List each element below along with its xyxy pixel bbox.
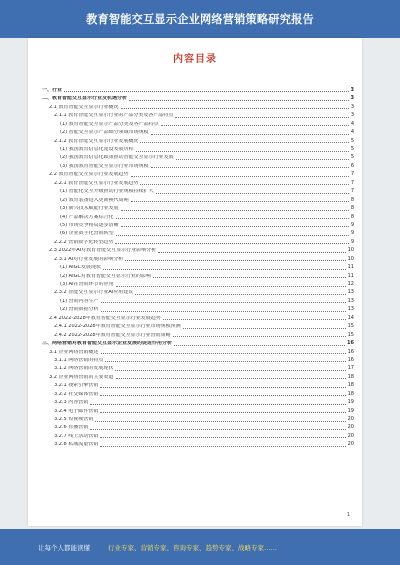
toc-entry[interactable] bbox=[42, 85, 354, 93]
toc-entry-page: 5 bbox=[350, 137, 354, 144]
toc-entry-text: (3) AI在营销环节的应用 bbox=[60, 282, 114, 287]
toc-entry-page: 3 bbox=[350, 86, 354, 93]
toc-entry[interactable] bbox=[42, 380, 354, 388]
toc-leader-dots bbox=[151, 166, 349, 168]
toc-entry-text: 3.2.1 搜索引擎营销 bbox=[54, 383, 99, 389]
toc-leader-dots bbox=[131, 200, 349, 202]
toc-entry[interactable] bbox=[42, 304, 354, 312]
toc-entry-page: 18 bbox=[347, 373, 354, 380]
toc-entry-page: 13 bbox=[347, 297, 354, 304]
toc-entry-page: 12 bbox=[347, 281, 354, 287]
toc-entry-text: 2.4 2022-2028年教育智能交互显示行业发展趋势 bbox=[49, 315, 161, 321]
toc-entry-page: 20 bbox=[347, 432, 354, 439]
toc-title: 内容目录 bbox=[173, 54, 217, 65]
toc-entry-text: 3.2.4 电子邮件营销 bbox=[54, 408, 99, 414]
toc-entry-text: (1) 智能化交互升级推动行业规模持续扩大 bbox=[60, 189, 154, 195]
toc-entry[interactable] bbox=[42, 186, 354, 194]
toc-leader-dots bbox=[156, 192, 349, 194]
toc-entry-page: 16 bbox=[347, 356, 354, 363]
toc-entry-page: 14 bbox=[347, 314, 354, 321]
toc-entry[interactable] bbox=[42, 313, 354, 321]
toc-entry-page: 8 bbox=[350, 196, 354, 203]
toc-entry[interactable] bbox=[42, 431, 354, 439]
footer-slogan: 让每个人都能读懂 bbox=[38, 543, 90, 552]
toc-entry-page: 13 bbox=[347, 306, 354, 313]
toc-entry-page: 11 bbox=[347, 272, 354, 279]
toc-entry[interactable] bbox=[42, 296, 354, 304]
toc-entry-text: (3) 新兴技术赋能行业发展 bbox=[60, 206, 119, 212]
toc-entry-text: (1) 我国教育信息化建设发展历程 bbox=[60, 147, 134, 152]
toc-entry-text: 2.1 教育智能交互显示行业概况 bbox=[49, 104, 119, 110]
toc-entry-page: 10 bbox=[347, 247, 354, 254]
table-of-contents bbox=[42, 85, 354, 448]
toc-leader-dots bbox=[116, 217, 349, 219]
toc-entry-text: 3.2.7 线上活动营销 bbox=[54, 433, 99, 439]
toc-entry[interactable] bbox=[42, 153, 354, 161]
toc-leader-dots bbox=[115, 242, 348, 244]
toc-entry-text: (5) 市场竞争格局逐步清晰 bbox=[60, 222, 119, 228]
toc-leader-dots bbox=[121, 209, 349, 211]
toc-leader-dots bbox=[90, 403, 345, 405]
toc-leader-dots bbox=[129, 99, 349, 101]
toc-entry-page: 6 bbox=[350, 162, 354, 169]
toc-entry-text: 2.2.2 营销数字化转型趋势 bbox=[54, 239, 114, 245]
toc-entry[interactable] bbox=[42, 228, 354, 236]
toc-entry-page: 7 bbox=[350, 171, 354, 178]
toc-entry-text: 2.3 2022年AI对教育智能交互显示行业影响分析 bbox=[49, 248, 157, 254]
toc-entry-text: (2) 智能交互显示产品细分领域市场规模 bbox=[60, 130, 149, 136]
toc-entry[interactable] bbox=[42, 397, 354, 405]
toc-entry-text: (2) AIGC对教育智能交互显示行业的影响 bbox=[60, 273, 151, 279]
toc-leader-dots bbox=[100, 436, 345, 438]
footer-services: 行业专家、营销专家、咨询专家、趋势专家、战略专家…… bbox=[108, 543, 277, 552]
toc-leader-dots bbox=[161, 124, 349, 126]
report-footer bbox=[0, 529, 400, 565]
toc-entry-text: (6) 企业数字化营销转型 bbox=[60, 231, 114, 237]
toc-entry[interactable] bbox=[42, 220, 354, 228]
toc-leader-dots bbox=[100, 411, 345, 413]
toc-entry-text: 3.2.8 私域流量营销 bbox=[54, 442, 99, 448]
toc-entry-text: (2) 我国教育信息化政策推动智能交互显示行业发展 bbox=[60, 155, 174, 161]
toc-entry[interactable] bbox=[42, 288, 354, 296]
toc-entry[interactable] bbox=[42, 347, 354, 355]
toc-leader-dots bbox=[175, 116, 348, 118]
toc-entry[interactable] bbox=[42, 279, 354, 287]
toc-leader-dots bbox=[116, 377, 346, 379]
toc-entry-text: (2) 营销数据分析 bbox=[60, 307, 99, 313]
toc-entry-text: 2.1.2 教育智能交互显示行业发展概况 bbox=[54, 138, 139, 144]
toc-entry-page: 7 bbox=[350, 188, 354, 195]
toc-entry-page: 8 bbox=[350, 205, 354, 212]
toc-entry[interactable] bbox=[42, 178, 354, 186]
toc-entry[interactable] bbox=[42, 338, 354, 346]
toc-entry-text: 3.1.2 网络营销的发展现状 bbox=[54, 366, 114, 372]
toc-entry-text: 二、教育智能交互显示行业及机遇分析 bbox=[42, 96, 128, 102]
toc-entry[interactable] bbox=[42, 330, 354, 338]
toc-entry[interactable] bbox=[42, 254, 354, 262]
toc-entry-text: 3.2.5 短视频营销 bbox=[54, 417, 94, 422]
toc-entry[interactable] bbox=[42, 237, 354, 245]
toc-entry-text: (1) AIGC发展现状 bbox=[60, 265, 101, 271]
toc-entry-page: 11 bbox=[347, 264, 354, 271]
toc-entry-text: 2.4.1 2022-2028年教育智能交互显示行业市场规模预测 bbox=[54, 324, 181, 330]
toc-leader-dots bbox=[100, 386, 345, 388]
toc-entry-text: (4) 产品解决方案综合化 bbox=[60, 214, 114, 220]
toc-leader-dots bbox=[183, 327, 346, 329]
toc-leader-dots bbox=[95, 420, 345, 422]
toc-entry[interactable] bbox=[42, 144, 354, 152]
report-header bbox=[0, 0, 400, 38]
toc-entry[interactable] bbox=[42, 355, 354, 363]
toc-entry-page: 20 bbox=[347, 441, 354, 448]
toc-entry-page: 5 bbox=[350, 154, 354, 161]
toc-entry[interactable] bbox=[42, 136, 354, 144]
toc-entry-page: 15 bbox=[347, 323, 354, 330]
toc-leader-dots bbox=[116, 285, 346, 287]
toc-entry-page: 13 bbox=[347, 289, 354, 296]
toc-leader-dots bbox=[158, 251, 345, 253]
toc-entry-text: (2) 教育装备进入更新换代周期 bbox=[60, 197, 129, 203]
toc-entry[interactable] bbox=[42, 389, 354, 397]
toc-leader-dots bbox=[64, 90, 349, 92]
toc-entry-text: 2.1.1 教育智能交互显示行业的产品分类及各产品特点 bbox=[54, 113, 174, 119]
toc-leader-dots bbox=[125, 259, 345, 261]
toc-entry-page: 5 bbox=[350, 146, 354, 152]
toc-entry-text: 一、行业 bbox=[42, 87, 63, 93]
toc-leader-dots bbox=[163, 318, 346, 320]
toc-entry[interactable] bbox=[42, 212, 354, 220]
toc-entry-page: 3 bbox=[350, 103, 354, 110]
toc-entry-text: 3.2.2 社交媒体营销 bbox=[54, 391, 99, 397]
toc-leader-dots bbox=[116, 234, 349, 236]
toc-entry-page: 8 bbox=[350, 213, 354, 220]
toc-entry-text: 3.2 企业网络营销的主要渠道 bbox=[49, 374, 114, 380]
toc-entry-text: 2.2.1 教育智能交互显示行业发展趋势 bbox=[54, 180, 139, 186]
toc-entry-page: 16 bbox=[347, 340, 354, 347]
toc-entry-text: 3.1 企业网络营销概述 bbox=[49, 349, 99, 355]
toc-entry-page: 18 bbox=[347, 390, 354, 397]
toc-leader-dots bbox=[105, 360, 345, 362]
toc-leader-dots bbox=[100, 394, 345, 396]
page-number: 1 bbox=[346, 512, 350, 518]
toc-leader-dots bbox=[174, 344, 345, 346]
document-page bbox=[28, 38, 362, 526]
toc-entry-text: (1) 教育智能交互显示产品分类及各产品特点 bbox=[60, 121, 159, 127]
toc-leader-dots bbox=[103, 268, 346, 270]
toc-entry-page: 9 bbox=[350, 238, 354, 245]
toc-leader-dots bbox=[135, 293, 345, 295]
toc-entry-text: 2.3.1 AI对行业发展的影响分析 bbox=[54, 256, 124, 262]
toc-entry[interactable] bbox=[42, 119, 354, 127]
toc-entry-page: 4 bbox=[350, 120, 354, 127]
toc-entry-page: 7 bbox=[350, 179, 354, 186]
toc-entry[interactable] bbox=[42, 102, 354, 110]
toc-entry-page: 9 bbox=[350, 221, 354, 228]
toc-entry-page: 3 bbox=[350, 112, 354, 119]
toc-leader-dots bbox=[101, 352, 346, 354]
toc-entry[interactable] bbox=[42, 414, 354, 422]
toc-leader-dots bbox=[121, 107, 349, 109]
toc-leader-dots bbox=[121, 225, 349, 227]
toc-entry[interactable] bbox=[42, 93, 354, 101]
toc-entry[interactable] bbox=[42, 245, 354, 253]
toc-leader-dots bbox=[101, 310, 346, 312]
report-title: 教育智能交互显示企业网络营销策略研究报告 bbox=[86, 13, 314, 26]
toc-entry-text: 2.3.2 智能交互显示行业AI应用建议 bbox=[54, 290, 134, 296]
toc-entry-page: 20 bbox=[347, 424, 354, 431]
toc-entry[interactable] bbox=[42, 195, 354, 203]
toc-entry[interactable] bbox=[42, 110, 354, 118]
toc-entry-page: 16 bbox=[347, 348, 354, 355]
toc-entry-text: 三、网络营销对教育智能交互显示企业发展的促进作用分析 bbox=[42, 341, 173, 347]
toc-entry[interactable] bbox=[42, 363, 354, 371]
toc-entry-page: 9 bbox=[350, 230, 354, 237]
toc-leader-dots bbox=[140, 183, 348, 185]
toc-leader-dots bbox=[151, 133, 349, 135]
toc-entry[interactable] bbox=[42, 423, 354, 431]
toc-entry-page: 20 bbox=[347, 416, 354, 422]
toc-entry-page: 19 bbox=[347, 407, 354, 414]
toc-leader-dots bbox=[140, 141, 348, 143]
toc-entry[interactable] bbox=[42, 161, 354, 169]
toc-entry-text: 3.1.1 网络营销的特点 bbox=[54, 357, 104, 363]
toc-entry-page: 15 bbox=[347, 331, 354, 338]
toc-entry[interactable] bbox=[42, 372, 354, 380]
toc-entry[interactable] bbox=[42, 203, 354, 211]
toc-entry-page: 4 bbox=[350, 129, 354, 136]
toc-entry[interactable] bbox=[42, 321, 354, 329]
toc-leader-dots bbox=[100, 445, 345, 447]
toc-entry-text: (1) 营销内容生产 bbox=[60, 298, 99, 304]
toc-entry[interactable] bbox=[42, 439, 354, 447]
toc-entry[interactable] bbox=[42, 262, 354, 270]
toc-entry[interactable] bbox=[42, 271, 354, 279]
toc-leader-dots bbox=[173, 335, 346, 337]
toc-entry-text: (3) 我国教育智能交互显示行业市场规模 bbox=[60, 163, 149, 169]
toc-entry-text: 3.2.3 内容营销 bbox=[54, 400, 89, 406]
toc-leader-dots bbox=[90, 428, 345, 430]
toc-entry-page: 3 bbox=[350, 95, 354, 102]
toc-entry-text: 2.4.2 2022-2028年教育智能交互显示行业营销策略 bbox=[54, 332, 171, 338]
toc-entry-page: 10 bbox=[347, 255, 354, 262]
toc-leader-dots bbox=[153, 276, 346, 278]
toc-entry-page: 19 bbox=[347, 399, 354, 406]
toc-entry-text: 2.2 教育智能交互显示行业发展趋势 bbox=[49, 172, 129, 178]
toc-leader-dots bbox=[115, 369, 345, 371]
toc-leader-dots bbox=[176, 158, 349, 160]
toc-leader-dots bbox=[101, 301, 346, 303]
toc-entry[interactable] bbox=[42, 127, 354, 135]
toc-leader-dots bbox=[136, 150, 349, 152]
toc-entry-text: 3.2.6 直播营销 bbox=[54, 425, 89, 431]
toc-entry[interactable] bbox=[42, 406, 354, 414]
toc-entry-page: 17 bbox=[347, 365, 354, 372]
toc-leader-dots bbox=[131, 175, 349, 177]
toc-entry-page: 18 bbox=[347, 382, 354, 389]
toc-entry[interactable] bbox=[42, 169, 354, 177]
